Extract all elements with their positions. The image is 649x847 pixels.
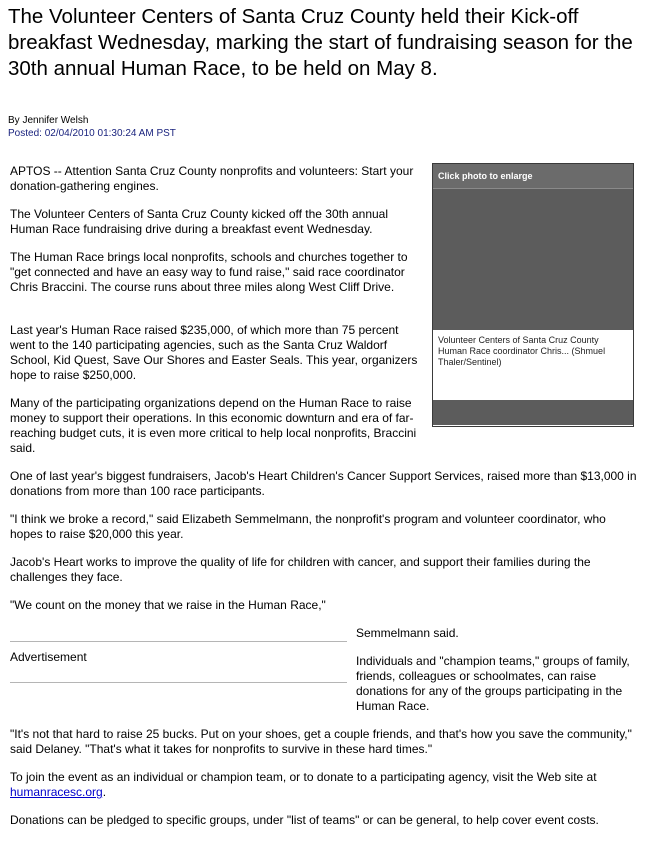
advertisement-label: Advertisement: [10, 650, 87, 664]
photo-enlarge-header[interactable]: Click photo to enlarge: [433, 164, 633, 189]
paragraph-11: Individuals and "champion teams," groups of family, friends, colleagues or schoolmates, can raise donations for any of the groups participating in the Human Race.: [356, 654, 630, 713]
byline: By Jennifer Welsh: [8, 115, 89, 126]
photo-footer-bar: [433, 400, 633, 425]
photo-caption: Volunteer Centers of Santa Cruz County Human Race coordinator Chris... (Shmuel Thaler/Sentinel): [433, 330, 633, 400]
paragraph-4: Last year's Human Race raised $235,000, of which more than 75 percent went to the 140 participating agencies, such as the Santa Cruz Waldorf School, Kid Quest, Save Our Shores and Easter Seals. This year, organizers hope to raise $250,000.: [10, 323, 418, 382]
paragraph-7: "I think we broke a record," said Elizabeth Semmelmann, the nonprofit's program and volunteer coordinator, who hopes to raise $20,000 this year.: [10, 512, 606, 541]
humanracesc-link[interactable]: humanracesc.org: [10, 785, 103, 799]
paragraph-8: Jacob's Heart works to improve the quality of life for children with cancer, and support their families during the challenges they face.: [10, 555, 591, 584]
paragraph-14: Donations can be pledged to specific groups, under "list of teams" or can be general, to help cover event costs.: [10, 813, 599, 827]
paragraph-13-end: .: [102, 785, 107, 799]
posted-timestamp: Posted: 02/04/2010 01:30:24 AM PST: [8, 128, 176, 139]
paragraph-6: One of last year's biggest fundraisers, Jacob's Heart Children's Cancer Support Services, raised more than $13,000 in donations from more than 100 race participants.: [10, 469, 637, 498]
paragraph-10: Semmelmann said.: [356, 626, 459, 640]
ad-divider-bottom: [10, 682, 347, 683]
photo-widget: [432, 163, 634, 427]
paragraph-13: [10, 770, 638, 800]
paragraph-5: Many of the participating organizations depend on the Human Race to raise money to support their operations. In this economic downturn and era of far-reaching budget cuts, it is even more critical to help local nonprofits, Braccini said.: [10, 396, 417, 455]
paragraph-3: The Human Race brings local nonprofits, schools and churches together to "get connected and have an easy way to fund raise," said race coordinator Chris Braccini. The course runs about three miles along West Cliff Drive.: [10, 250, 408, 294]
ad-divider-top: [10, 641, 347, 642]
paragraph-1: APTOS -- Attention Santa Cruz County nonprofits and volunteers: Start your donation-gathering engines.: [10, 164, 414, 193]
paragraph-9: "We count on the money that we raise in the Human Race,": [10, 598, 326, 612]
article-headline: The Volunteer Centers of Santa Cruz County held their Kick-off breakfast Wednesday, marking the start of fundraising season for the 30th annual Human Race, to be held on May 8.: [8, 5, 633, 80]
paragraph-12: "It's not that hard to raise 25 bucks. Put on your shoes, get a couple friends, and that's how you save the community," said Delaney. "That's what it takes for nonprofits to survive in these hard times.": [10, 727, 632, 756]
article-photo[interactable]: [433, 189, 633, 330]
paragraph-2: The Volunteer Centers of Santa Cruz County kicked off the 30th annual Human Race fundraising drive during a breakfast event Wednesday.: [10, 207, 389, 236]
paragraph-13-text: To join the event as an individual or champion team, or to donate to a participating agency, visit the Web site at: [10, 770, 597, 784]
